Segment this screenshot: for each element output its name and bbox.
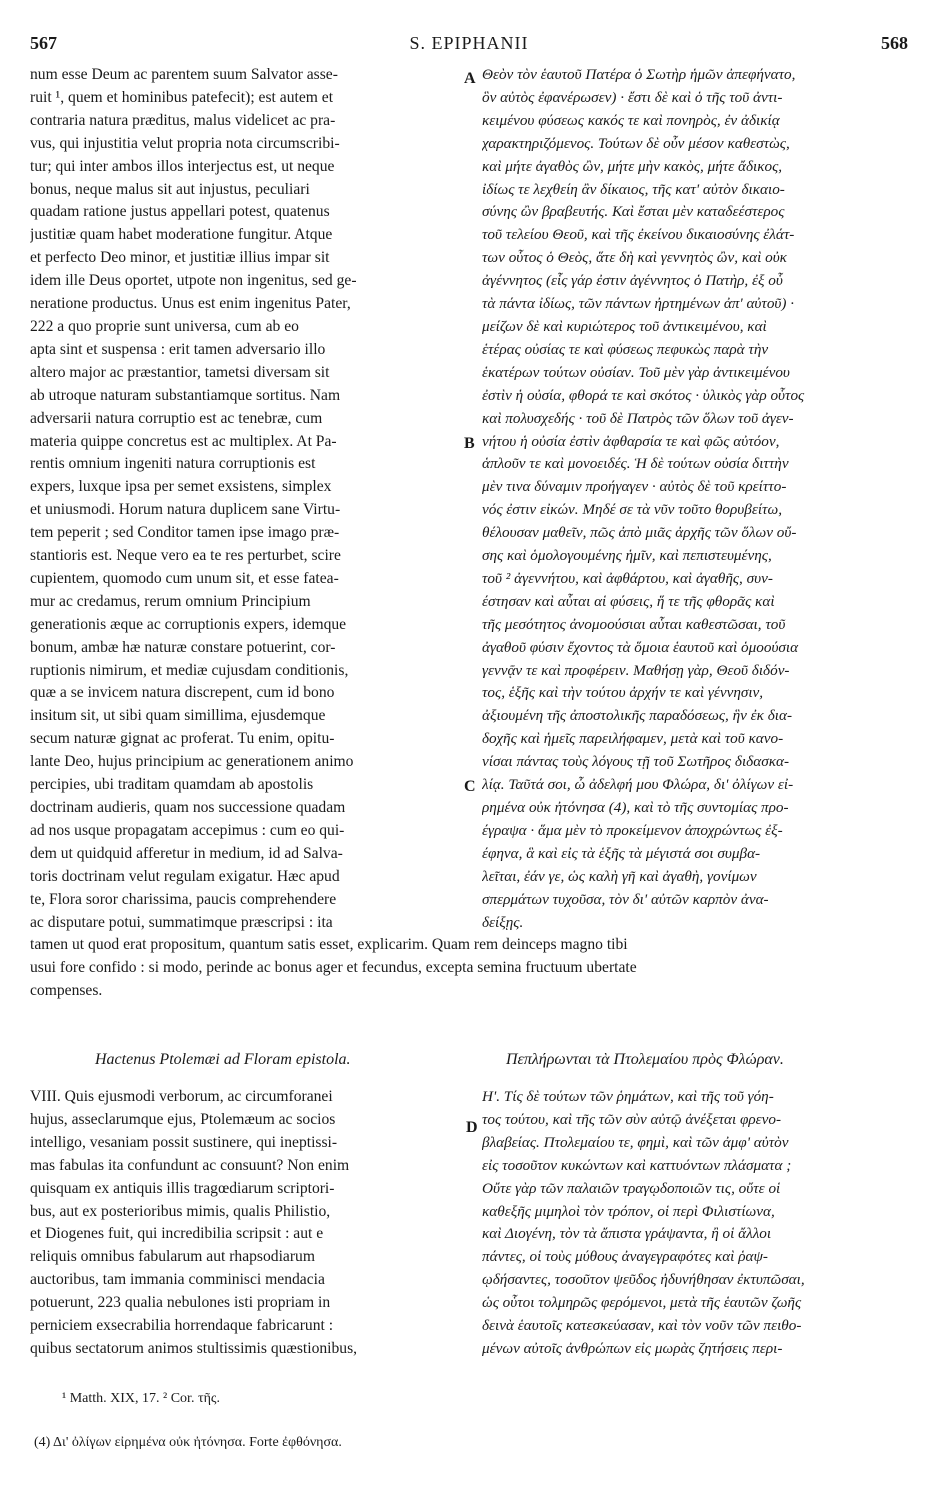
text-line: quæ a se invicem natura discrepent, cum id bono	[30, 684, 335, 702]
text-line: ἑκατέρων τούτων οὐσίαν. Τοῦ μὲν γὰρ ἀντικειμένου	[482, 363, 790, 381]
text-line: secum naturæ gignat ac proferat. Tu enim, opitu-	[30, 730, 335, 748]
text-line: Οὔτε γὰρ τῶν παλαιῶν τραγῳδοποιῶν τις, οὔτε οἱ	[482, 1179, 781, 1197]
text-line: bonum, ambæ hæ naturæ constare potuerint, cor-	[30, 638, 336, 656]
latin-column-top	[30, 64, 458, 934]
text-line: te, Flora soror charissima, paucis comprehendere	[30, 890, 337, 908]
text-line: Η'. Τίς δὲ τούτων τῶν ῥημάτων, καὶ τῆς τοῦ γόη-	[482, 1088, 774, 1105]
text-line: ἀξιουμένη τῆς ἀποστολικῆς παραδόσεως, ἣν ἐκ δια-	[482, 707, 793, 725]
text-line: quisquam ex antiquis illis tragœdiarum scriptori-	[30, 1179, 335, 1197]
text-line: καὶ Διογένη, τὸν τὰ ἄπιστα γράψαντα, ἢ οἱ ἄλλοι	[482, 1225, 772, 1243]
text-line: num esse Deum ac parentem suum Salvator asse-	[30, 66, 338, 83]
full-width-paragraph	[30, 934, 908, 1003]
text-line: ad nos usque propagatam accepimus : cum eo qui-	[30, 821, 345, 839]
text-line: ἀγέννητος (εἷς γάρ ἐστιν ἀγέννητος ὁ Πατὴρ, ἐξ οὗ	[482, 272, 783, 290]
text-line: τοῦ ² ἀγεννήτου, καὶ ἀφθάρτου, καὶ ἀγαθῆς, συν-	[482, 569, 773, 587]
text-line: et Diogenes fuit, qui incredibilia scripsit : aut e	[30, 1225, 324, 1243]
text-line: et uniusmodi. Horum natura duplicem sane Virtu-	[30, 501, 341, 519]
text-line: νίσαι πάντας τοὺς λόγους τῇ τοῦ Σωτῆρος διδασκα-	[482, 753, 790, 771]
text-line: τὰ πάντα ἰδίως, τῶν πάντων ἠρτημένων ἀπ' αὐτοῦ) ·	[482, 295, 795, 313]
text-line: θέλουσαν μαθεῖν, πῶς ἀπὸ μιᾶς ἀρχῆς τῶν ὅλων οὔ-	[482, 524, 797, 542]
text-line: δεινὰ ἑαυτοῖς κατεσκεύασαν, καὶ τὸν νοῦν τῶν πειθο-	[482, 1317, 802, 1335]
text-line: ruptionis nimirum, et mediæ cujusdam conditionis,	[30, 661, 349, 679]
text-line: έστησαν καὶ αὗται αἱ φύσεις, ἥ τε τῆς φθορᾶς καὶ	[482, 592, 775, 610]
text-line: τος, ἑξῆς καὶ τὴν τούτου ἀρχήν τε καὶ γέννησιν,	[482, 684, 764, 702]
text-line: usui fore confido : si modo, perinde ac bonus ager et fecundus, excepta semina fructuum ubertate	[30, 958, 637, 976]
text-line: πάντες, οἱ τοὺς μύθους ἀναγεγραφότες καὶ ῥαψ-	[482, 1248, 768, 1266]
greek-section-title: Πεπλήρωνται τὰ Πτολεμαίου πρὸς Φλώραν.	[506, 1051, 784, 1068]
text-line: stantioris est. Neque vero ea te res perturbet, scire	[30, 547, 341, 565]
text-line: βλαβείας. Πτολεμαίου τε, φημὶ, καὶ τῶν ἀμφ' αὐτὸν	[482, 1133, 789, 1151]
text-line: tur; qui inter ambos illos interjectus est, ut neque	[30, 157, 335, 175]
running-title: S. EPIPHANII	[409, 33, 529, 53]
text-line: ὃν αὐτὸς ἐφανέρωσεν) · ἔστι δὲ καὶ ὁ τῆς τοῦ ἀντι-	[482, 88, 783, 106]
text-line: quadam ratione justus appellari potest, quatenus	[30, 203, 330, 221]
column-marker-d: D	[466, 1119, 478, 1136]
text-line: reliquis omnibus fabularum aut rhapsodiarum	[30, 1248, 315, 1266]
text-line: bus, aut ex posterioribus mimis, qualis Philistio,	[30, 1202, 331, 1220]
column-marker-c: C	[464, 778, 476, 795]
text-line: vus, qui injustitia velut propria nota circumscribi-	[30, 134, 340, 152]
text-line: expers, luxque ipsa per semet exsistens, simplex	[30, 478, 332, 496]
text-line: έγραψα · ἅμα μὲν τὸ προκείμενον ἀποχρώντως ἐξ-	[482, 821, 783, 839]
text-line: γεννᾷν τε καὶ προφέρειν. Μαθήσῃ γὰρ, Θεοῦ διδόν-	[482, 661, 790, 679]
text-line: generationis æque ac corruptionis expers, idemque	[30, 615, 347, 633]
text-line: νήτου ἡ οὐσία ἐστὶν ἀφθαρσία τε καὶ φῶς αὐτόον,	[482, 432, 780, 450]
text-line: δείξῃς.	[482, 913, 524, 931]
footnote-variant: (4) Δι' ὀλίγων εἰρημένα οὐκ ἠτόνησα. Forte ἐφθόνησα.	[34, 1435, 342, 1450]
text-line: δοχῆς καὶ ἡμεῖς παρειλήφαμεν, μετὰ καὶ τοῦ κανο-	[482, 730, 784, 748]
text-line: 222 a quo proprie sunt universa, cum ab eo	[30, 317, 299, 335]
text-line: των οὗτος ὁ Θεὸς, ἅτε δὴ καὶ γεννητὸς ὢν, καὶ οὐκ	[482, 249, 787, 267]
text-line: τῆς μεσότητος ἀνομοούσιαι αὗται καθεστῶσαι, τοῦ	[482, 615, 786, 633]
text-line: ἑτέρας οὐσίας τε καὶ φύσεως πεφυκὼς παρὰ τὴν	[482, 340, 769, 358]
page-number-left: 567	[30, 33, 57, 53]
text-line: σης καὶ ὁμολογουμένης ἡμῖν, καὶ πεπιστευμένης,	[482, 547, 772, 565]
text-line: κειμένου φύσεως κακός τε καὶ πονηρὸς, ἐν ἀδικίᾳ	[482, 111, 780, 129]
latin-column-bottom	[30, 1086, 458, 1361]
text-line: mur ac credamus, rerum omnium Principium	[30, 592, 311, 610]
text-line: mas fabulas ita confundunt ac consuunt? Non enim	[30, 1156, 350, 1174]
text-line: VIII. Quis ejusmodi verborum, ac circumforanei	[30, 1088, 333, 1105]
text-line: λίᾳ. Ταῦτά σοι, ὦ ἀδελφή μου Φλώρα, δι' ὀλίγων εἰ-	[482, 776, 794, 794]
text-line: νός ἐστιν εἰκών. Μηδέ σε τὰ νῦν τοῦτο θορυβείτω,	[482, 501, 783, 519]
text-line: ρημένα οὐκ ἠτόνησα (4), καὶ τὸ τῆς συντομίας προ-	[482, 799, 789, 816]
text-line: ὡς οὗτοι τολμηρῶς φερόμενοι, μετὰ τῆς ἑαυτῶν ζωῆς	[482, 1294, 802, 1312]
text-line: ruit ¹, quem et hominibus patefecit); est autem et	[30, 88, 334, 106]
text-line: μείζων δὲ καὶ κυριώτερος τοῦ ἀντικειμένου, καὶ	[482, 317, 767, 335]
latin-section-title: Hactenus Ptolemæi ad Floram epistola.	[95, 1051, 351, 1068]
text-line: compenses.	[30, 981, 103, 999]
text-line: ἁπλοῦν τε καὶ μονοειδές. Ἡ δὲ τούτων οὐσία διττὴν	[482, 455, 789, 473]
text-line: ab utroque naturam substantiamque sortitus. Nam	[30, 386, 341, 404]
text-line: quibus sectatorum animos stultissimis quæstionibus,	[30, 1339, 358, 1357]
text-line: τος τούτου, καὶ τῆς τῶν σὺν αὐτῷ ἀνέξεται φρενο-	[482, 1110, 782, 1128]
text-line: ῳδήσαντες, τοσοῦτον ψεῦδος ἠδυνήθησαν ἐκτυπῶσαι,	[482, 1271, 805, 1289]
text-line: τοῦ τελείου Θεοῦ, καὶ τῆς ἐκείνου δικαιοσύνης ἐλάτ-	[482, 226, 795, 244]
text-line: ac disputare potui, summatimque præscripsi : ita	[30, 913, 333, 931]
text-line: καὶ μήτε ἀγαθὸς ὢν, μήτε μὴν κακὸς, μήτε ἄδικος,	[482, 157, 783, 175]
text-line: toris doctrinam velut regulam exigatur. Hæc apud	[30, 867, 340, 885]
greek-column-top	[482, 64, 908, 934]
text-line: καὶ πολυσχεδής · τοῦ δὲ Πατρὸς τῶν ὅλων τοῦ ἀγεν-	[482, 409, 794, 427]
text-line: rentis omnium ingeniti natura corruptionis est	[30, 455, 316, 473]
text-line: χαρακτηριζόμενος. Τούτων δὲ οὖν μέσον καθεστὼς,	[482, 134, 790, 152]
text-line: et perfecto Deo minor, et justitiæ illius impar sit	[30, 249, 330, 267]
text-line: tamen ut quod erat propositum, quantum satis esset, explicarim. Quam rem deinceps magno tibi	[30, 936, 628, 953]
text-line: ἀγαθοῦ φύσιν ἔχοντος τὰ ὅμοια ἑαυτοῦ καὶ ὁμοούσια	[482, 638, 799, 656]
text-line: intelligo, vesaniam possit sustinere, qui ineptissi-	[30, 1133, 338, 1151]
text-line: altero major ac præstantior, tametsi diversam sit	[30, 363, 330, 381]
text-line: apta sint et suspensa : erit tamen adversario illo	[30, 340, 326, 358]
text-line: justitiæ quam habet moderatione fungitur. Atque	[30, 226, 333, 244]
text-line: percipies, ubi traditam quamdam ab apostolis	[30, 776, 314, 794]
column-marker-b: B	[464, 435, 475, 452]
text-line: contraria natura præditus, malus videlicet ac pra-	[30, 111, 336, 129]
text-line: bonus, neque malus sit aut injustus, peculiari	[30, 180, 310, 198]
text-line: μένων αὐτοῖς ἀνθρώπων εἰς μωρὰς ζητήσεις περι-	[482, 1339, 783, 1357]
text-line: lante Deo, hujus principium ac generationem animo	[30, 753, 354, 771]
greek-column-bottom	[482, 1086, 908, 1361]
text-line: potuerunt, 223 qualia nebulones isti propriam in	[30, 1294, 331, 1312]
text-line: hujus, asseclarumque ejus, Ptolemæum ac socios	[30, 1110, 336, 1128]
text-line: καθεξῆς μιμηλοὶ τὸν τρόπον, οἱ περὶ Φιλιστίωνα,	[482, 1202, 775, 1220]
text-line: λεῖται, ἐάν γε, ὡς καλὴ γῆ καὶ ἀγαθὴ, γονίμων	[482, 867, 757, 885]
footnote-references: ¹ Matth. XIX, 17. ² Cor. τῆς.	[62, 1391, 220, 1406]
text-line: μὲν τινα δύναμιν προήγαγεν · αὐτὸς δὲ τοῦ κρείττο-	[482, 478, 787, 496]
text-line: tem peperit ; sed Conditor tamen ipse imago præ-	[30, 524, 340, 542]
text-line: σπερμάτων τυχοῦσα, τὸν δι' αὐτῶν καρπὸν ἀνα-	[482, 890, 769, 908]
text-line: idem ille Deus oportet, utpote non ingenitus, sed ge-	[30, 272, 357, 290]
text-line: cupientem, quomodo cum unum sit, et esse fatea-	[30, 569, 339, 587]
text-line: doctrinam audieris, quam nos successione quadam	[30, 799, 346, 816]
page-number-right: 568	[881, 33, 908, 53]
text-line: materia quippe concretus est ac multiplex. At Pa-	[30, 432, 337, 450]
text-line: neratione productus. Unus est enim ingenitus Pater,	[30, 295, 351, 313]
column-marker-a: A	[464, 70, 476, 87]
text-line: σύνης ὢν βραβευτής. Καὶ ἔσται μὲν καταδεέστερος	[482, 203, 785, 221]
page-header	[30, 33, 908, 57]
text-line: έφηνα, ἃ καὶ εἰς τὰ ἑξῆς τὰ μέγιστά σοι συμβα-	[482, 844, 761, 862]
text-line: ἐστὶν ἡ οὐσία, φθορά τε καὶ σκότος · ὑλικὸς γὰρ οὗτος	[482, 386, 805, 404]
text-line: Θεὸν τὸν ἑαυτοῦ Πατέρα ὁ Σωτὴρ ἡμῶν ἀπεφήνατο,	[482, 66, 796, 83]
text-line: ἰδίως τε λεχθείη ἂν δίκαιος, τῆς κατ' αὐτὸν δικαιο-	[482, 180, 785, 198]
text-line: dem ut quidquid afferetur in medium, id ad Salva-	[30, 844, 343, 862]
text-line: εἰς τοσοῦτον κυκώντων καὶ καττυόντων πλάσματα ;	[482, 1156, 792, 1174]
text-line: perniciem exsecrabilia horrendaque fabricarunt :	[30, 1317, 334, 1335]
text-line: auctoribus, tam immania comminisci mendacia	[30, 1271, 325, 1289]
text-line: insitum sit, ut sibi quam simillima, ejusdemque	[30, 707, 326, 725]
text-line: adversarii natura corruptio est ac tenebræ, cum	[30, 409, 323, 427]
